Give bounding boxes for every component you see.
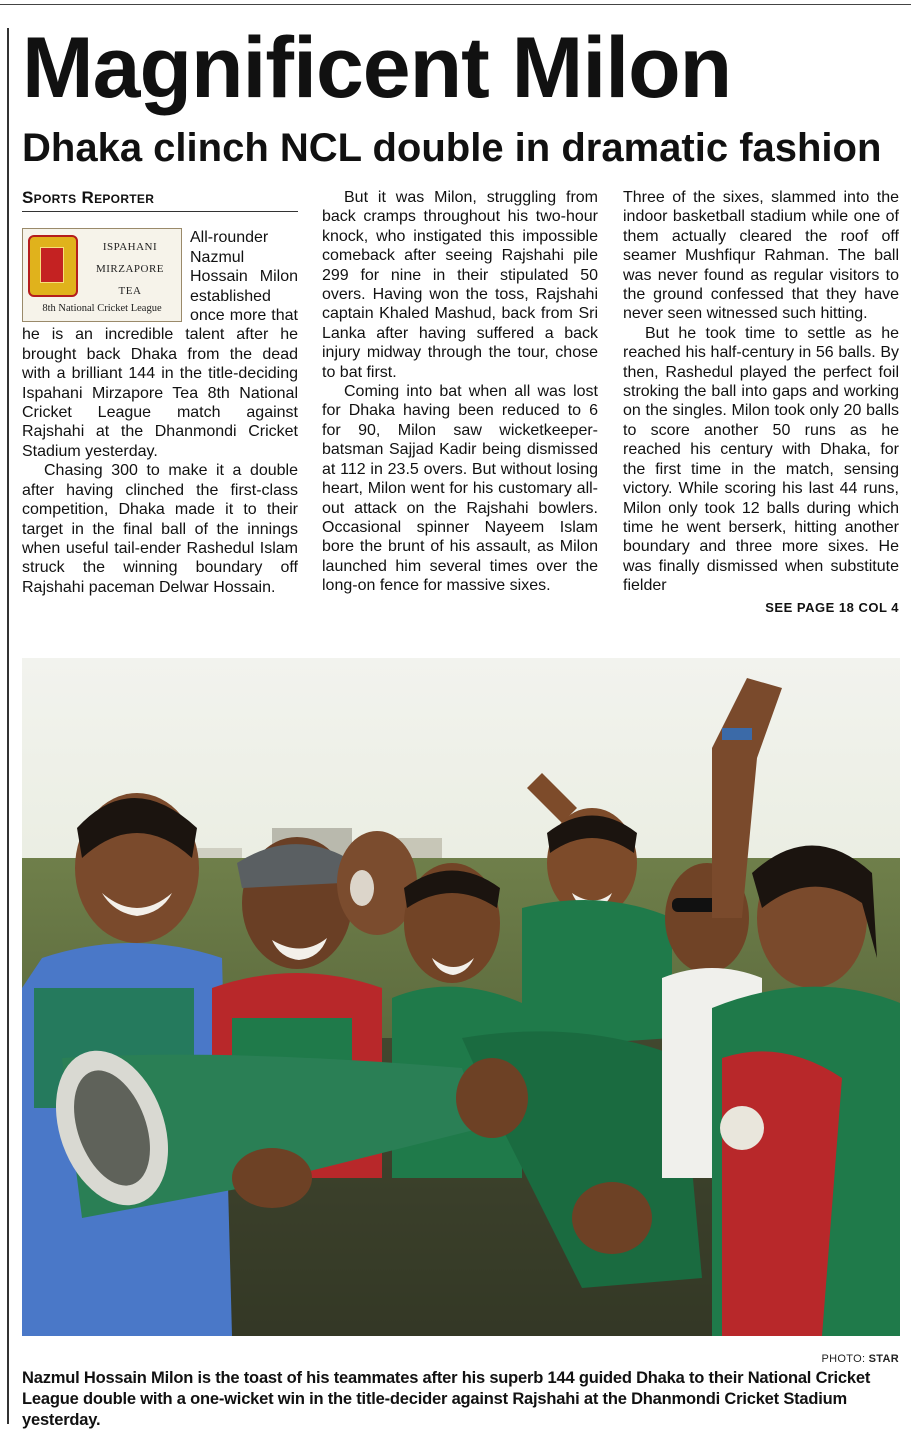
top-rule	[0, 4, 911, 5]
paragraph: All-rounder Nazmul Hossain Milon established once more that he is an incredible talent after he brought back Dhaka from the dead with a brilliant 144 in the title-deciding Ispahani Mirzapore Tea 8th National Cricket League match against Rajshahi at the Dhanmondi Cricket Stadium yesterday.	[22, 229, 298, 460]
article-column-2	[322, 188, 598, 596]
photo-credit-label: PHOTO:	[821, 1353, 866, 1365]
byline: Sports Reporter	[22, 188, 298, 212]
headline: Magnificent Milon	[22, 20, 732, 116]
photo-caption: Nazmul Hossain Milon is the toast of his teammates after his superb 144 guided Dhaka to their National Cricket League double with a one-wicket win in the title-decider against Rajshahi at the Dhanmondi Cricket Stadium yesterday.	[22, 1369, 871, 1429]
logo-line-2: MIRZAPORE	[95, 263, 165, 276]
logo-line-3: TEA	[118, 285, 142, 298]
paragraph: Chasing 300 to make it a double after having clinched the first-class competition, Dhaka made it to their target in the final ball of the innings when useful tail-ender Rashedul Islam struck the winning boundary off Rajshahi paceman Delwar Hossain.	[22, 462, 298, 596]
ncl-sponsor-logo	[22, 228, 182, 322]
paragraph: Three of the sixes, slammed into the indoor basketball stadium while one of them actually cleared the roof off seamer Mushfiqur Rahman. The ball was never found as regular visitors to the ground confessed that they have never seen witnessed such hitting.	[623, 189, 899, 323]
tea-pack-icon	[28, 235, 78, 297]
continuation-jump[interactable]: SEE PAGE 18 COL 4	[765, 599, 899, 615]
article-column-3	[623, 188, 899, 617]
paragraph: But he took time to settle as he reached his half-century in 56 balls. By then, Rashedul played the perfect foil stroking the ball into gaps and working on the singles. Milon took only 20 balls to score another 50 runs as he reached his century with Dhaka, for the first time in the match, sensing victory. While scoring his last 44 runs, Milon only took 12 balls during which time he went berserk, hitting another boundary and three more sixes. He was finally dismissed when substitute fielder	[623, 324, 899, 595]
article-column-1	[22, 188, 298, 597]
logo-line-1: ISPAHANI	[102, 241, 158, 254]
paragraph: But it was Milon, struggling from back cramps throughout his two-hour knock, who instigated this impossible comeback after seeing Rajshahi pile 299 for nine in their stipulated 50 overs. Having won the toss, Rajshahi captain Khaled Mashud, back from Sri Lanka after having suffered a back injury midway through the tour, chose to bat first.	[322, 189, 598, 381]
left-column-rule	[7, 28, 9, 1424]
paragraph: Coming into bat when all was lost for Dhaka having been reduced to 6 for 90, Milon saw wicketkeeper-batsman Sajjad Kadir being dismissed at 112 in 23.5 overs. But without losing heart, Milon went for his customary all-out attack on the Rajshahi bowlers. Occasional spinner Nayeem Islam bore the brunt of his assault, as Milon launched him several times over the long-on fence for massive sixes.	[322, 383, 598, 595]
logo-footer: 8th National Cricket League	[42, 303, 162, 314]
photo-credit	[822, 1353, 899, 1365]
photo-credit-source: STAR	[868, 1353, 899, 1365]
subheadline: Dhaka clinch NCL double in dramatic fashion	[22, 126, 882, 170]
celebration-photo	[22, 658, 900, 1336]
